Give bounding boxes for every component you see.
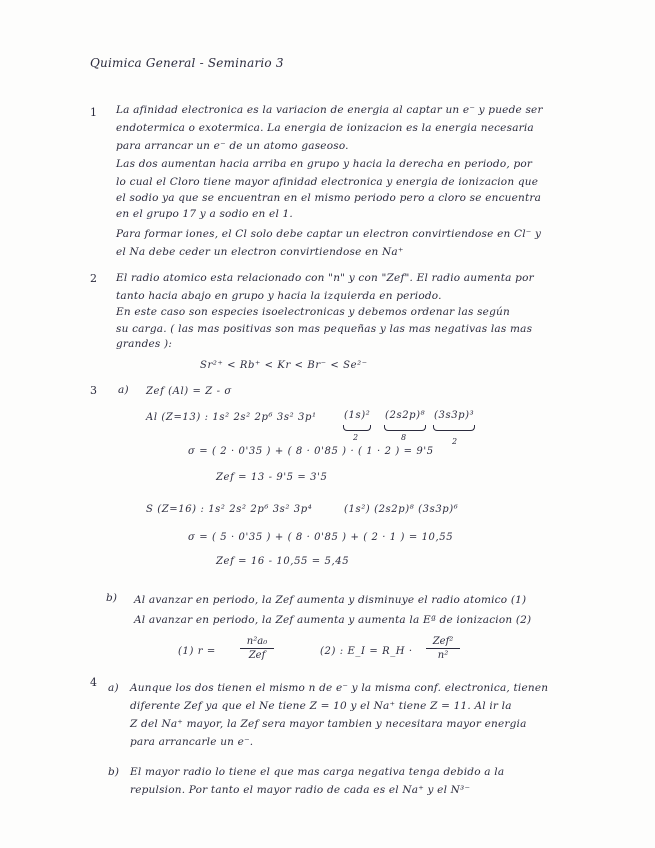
- q1-line-6: el sodio ya que se encuentran en el mismo periodo pero a cloro se encuentra: [116, 192, 542, 204]
- q1-line-7: en el grupo 17 y a sodio en el 1.: [116, 208, 293, 220]
- q3-formula-2-label: (2) : E_I = R_H ·: [320, 646, 413, 657]
- q3-formula-1-denominator: Zef: [248, 650, 266, 661]
- q3-s-sigma: σ = ( 5 · 0'35 ) + ( 8 · 0'85 ) + ( 2 · 1 ) = 10,55: [188, 532, 454, 543]
- q2-line-3: En este caso son especies isoelectronicas y debemos ordenar las según: [116, 306, 510, 318]
- q2-line-5: grandes ):: [116, 338, 173, 350]
- q3-s-groups: (1s²) (2s2p)⁸ (3s3p)⁶: [344, 504, 459, 515]
- q3-formula-1-fraction: [240, 636, 274, 661]
- q1-line-1: La afinidad electronica es la variacion de energia al captar un e⁻ y puede ser: [116, 104, 543, 116]
- fraction-bar: [426, 648, 460, 649]
- q2-line-4: su carga. ( las mas positivas son mas pequeñas y las mas negativas las mas: [116, 323, 533, 335]
- q3-number: 3: [90, 384, 97, 397]
- q3-b-line-1: Al avanzar en periodo, la Zef aumenta y disminuye el radio atomico (1): [134, 594, 527, 606]
- q3-b-label: b): [106, 592, 118, 604]
- q1-number: 1: [90, 106, 97, 119]
- q1-line-8: Para formar iones, el Cl solo debe captar un electron convirtiendose en Cl⁻ y: [116, 228, 542, 240]
- q3-formula-2-fraction: [426, 636, 460, 661]
- q3-formula-1-numerator: n²a₀: [246, 636, 268, 647]
- al-count-3: 2: [452, 437, 458, 446]
- q3-al-sigma: σ = ( 2 · 0'35 ) + ( 8 · 0'85 ) · ( 1 · 2 ) = 9'5: [188, 446, 434, 457]
- q4-b-label: b): [108, 766, 120, 778]
- fraction-bar: [240, 648, 274, 649]
- q4-a-line-3: Z del Na⁺ mayor, la Zef sera mayor tambien y necesitara mayor energia: [130, 718, 527, 730]
- q4-b-line-2: repulsion. Por tanto el mayor radio de cada es el Na⁺ y el N³⁻: [130, 784, 471, 796]
- q3-s-zef: Zef = 16 - 10,55 = 5,45: [216, 556, 350, 567]
- q2-number: 2: [90, 272, 97, 285]
- q3-al-config: Al (Z=13) : 1s² 2s² 2p⁶ 3s² 3p¹: [146, 412, 317, 423]
- q3-s-config: S (Z=16) : 1s² 2s² 2p⁶ 3s² 3p⁴: [146, 504, 313, 515]
- q2-line-2: tanto hacia abajo en grupo y hacia la izquierda en periodo.: [116, 290, 442, 302]
- q3-al-group-2: (2s2p)⁸: [385, 410, 426, 421]
- al-count-2: 8: [401, 433, 407, 442]
- q1-line-2: endotermica o exotermica. La energia de ionizacion es la energia necesaria: [116, 122, 534, 134]
- al-brace-1: [343, 425, 371, 431]
- q4-a-line-4: para arrancarle un e⁻.: [130, 736, 254, 748]
- q4-b-line-1: El mayor radio lo tiene el que mas carga negativa tenga debido a la: [130, 766, 505, 778]
- q4-a-line-1: Aunque los dos tienen el mismo n de e⁻ y la misma conf. electronica, tienen: [130, 682, 549, 694]
- q3-al-zef: Zef = 13 - 9'5 = 3'5: [216, 472, 328, 483]
- q4-a-line-2: diferente Zef ya que el Ne tiene Z = 10 y el Na⁺ tiene Z = 11. Al ir la: [130, 700, 512, 712]
- q2-line-1: El radio atomico esta relacionado con "n" y con "Zef". El radio aumenta por: [116, 272, 534, 284]
- q1-line-4: Las dos aumentan hacia arriba en grupo y hacia la derecha en periodo, por: [116, 158, 533, 170]
- q2-order: Sr²⁺ < Rb⁺ < Kr < Br⁻ < Se²⁻: [200, 360, 368, 371]
- q3-zef-definition: Zef (Al) = Z - σ: [146, 386, 232, 397]
- q4-a-label: a): [108, 682, 119, 694]
- q3-a-label: a): [118, 384, 129, 396]
- al-brace-2: [384, 425, 426, 431]
- q1-line-9: el Na debe ceder un electron convirtiendose en Na⁺: [116, 246, 404, 258]
- q3-formula-2-numerator: Zef²: [432, 636, 454, 647]
- q3-formula-2-denominator: n²: [437, 650, 449, 661]
- al-count-1: 2: [353, 433, 359, 442]
- q1-line-3: para arrancar un e⁻ de un atomo gaseoso.: [116, 140, 349, 152]
- al-brace-3: [433, 425, 475, 431]
- q3-al-group-1: (1s)²: [344, 410, 371, 421]
- page-title: Quimica General - Seminario 3: [90, 56, 284, 70]
- q4-number: 4: [90, 676, 97, 689]
- q3-al-group-3: (3s3p)³: [434, 410, 475, 421]
- q3-formula-1-label: (1) r =: [178, 646, 216, 657]
- q3-b-line-2: Al avanzar en periodo, la Zef aumenta y aumenta la Eª de ionizacion (2): [134, 614, 532, 626]
- q1-line-5: lo cual el Cloro tiene mayor afinidad electronica y energia de ionizacion que: [116, 176, 539, 188]
